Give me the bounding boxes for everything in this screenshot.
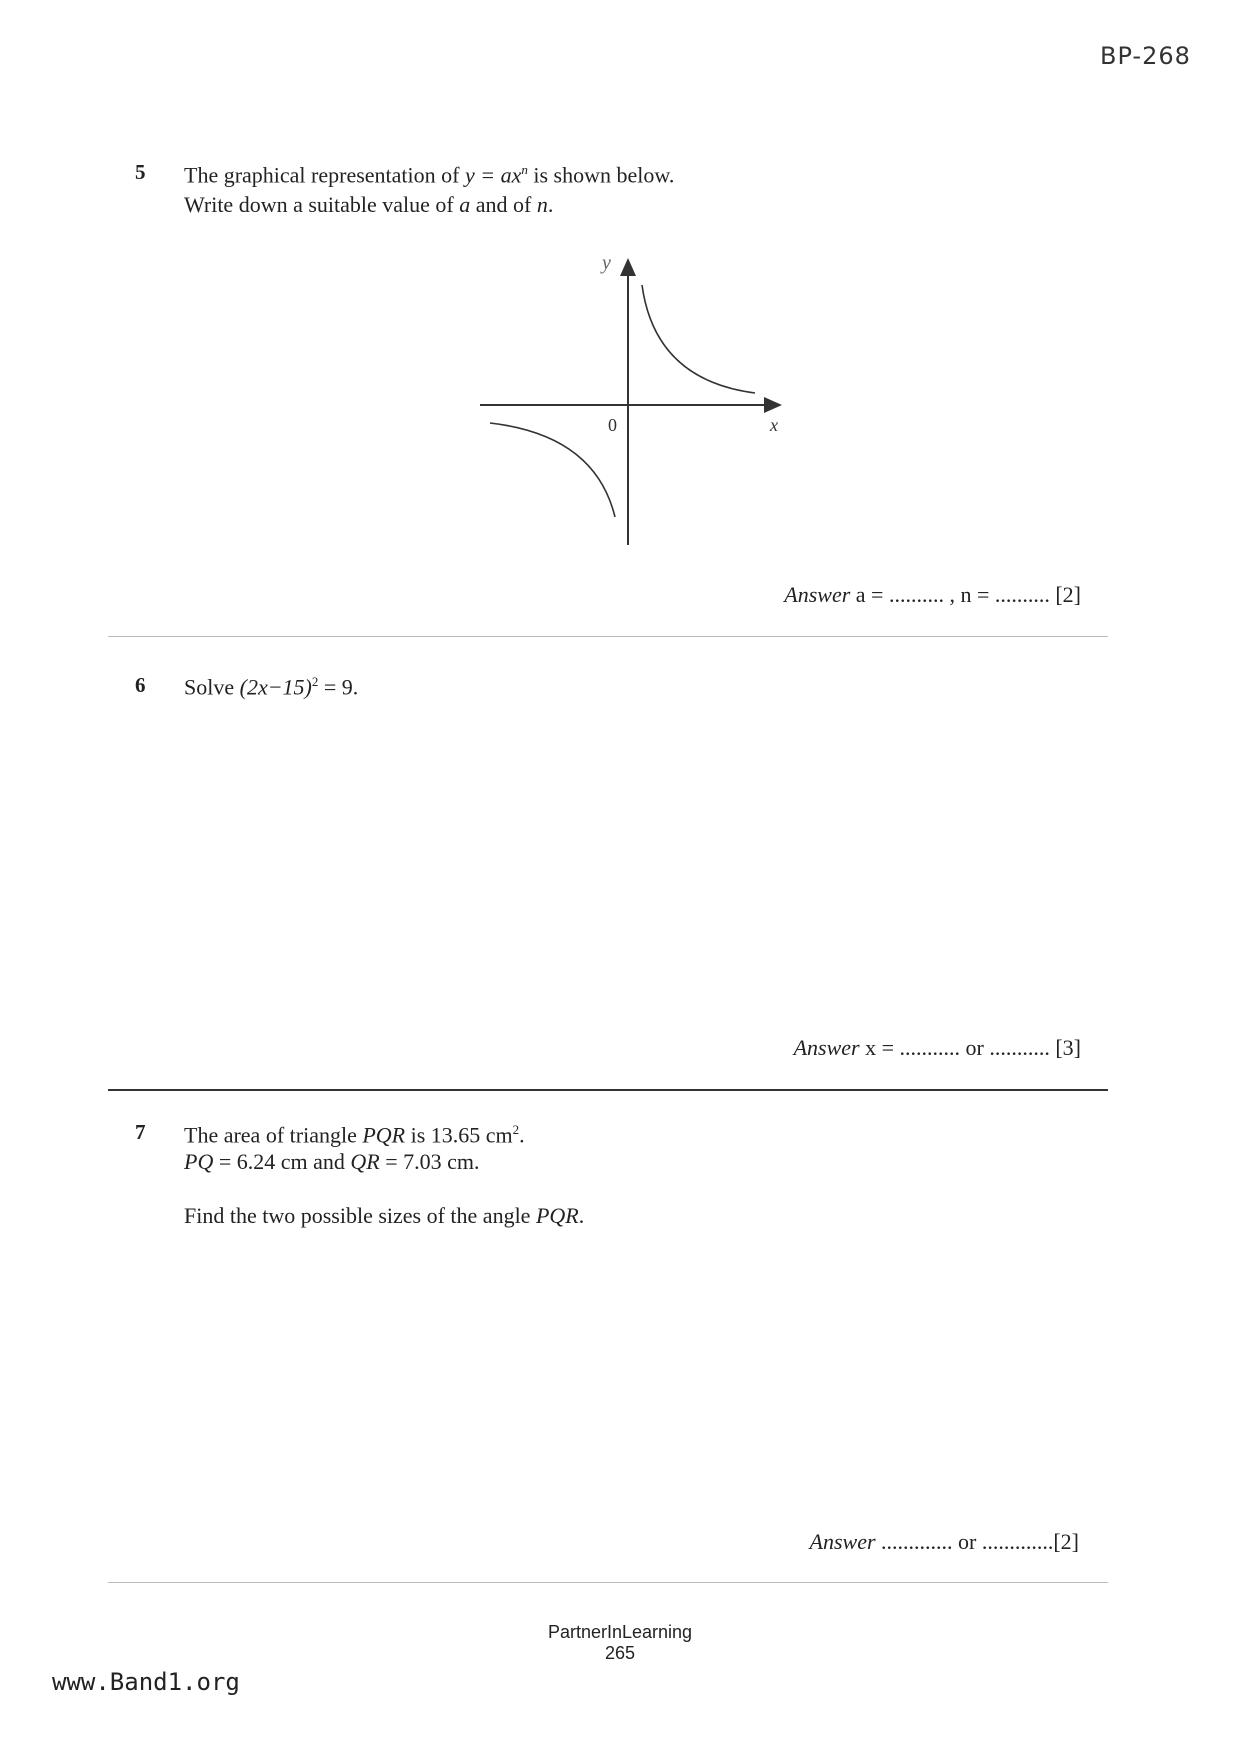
y-axis-label: y — [602, 252, 611, 274]
question-7-line-2: PQ = 6.24 cm and QR = 7.03 cm. — [184, 1149, 480, 1175]
question-5-answer: Answer a = .......... , n = .......... [2] — [784, 582, 1081, 607]
footer-block — [470, 1622, 770, 1664]
document-code: BP-268 — [1100, 42, 1191, 70]
question-5-line-1: The graphical representation of $y = ax^n$ is shown below. — [184, 162, 675, 188]
footer-website: www.Band1.org — [52, 1668, 240, 1696]
question-6-number: 6 — [135, 673, 146, 697]
question-6-text: Solve $(2x-15)^2 = 9$. — [184, 674, 359, 700]
footer-publisher: PartnerInLearning — [547, 1622, 693, 1642]
question-7-line-1: The area of triangle PQR is 13.65 $cm^2$. — [184, 1122, 525, 1148]
divider-5-6 — [108, 636, 1108, 637]
x-axis-label: x — [770, 415, 778, 435]
curve-branch-negative — [490, 423, 615, 517]
question-5-line-2: Write down a suitable value of a and of n. — [184, 192, 554, 218]
question-5-number: 5 — [135, 160, 146, 184]
question-7-line-3: Find the two possible sizes of the angle PQR. — [184, 1203, 585, 1229]
divider-7-footer — [108, 1582, 1108, 1583]
divider-6-7 — [108, 1089, 1108, 1091]
question-7-number: 7 — [135, 1120, 146, 1144]
origin-label: 0 — [608, 415, 617, 435]
question-6-answer: Answer x = ........... or ........... [3] — [793, 1035, 1081, 1060]
footer-page-number: 265 — [604, 1643, 636, 1663]
question-5-text — [184, 155, 674, 220]
question-7-text — [184, 1115, 584, 1231]
curve-branch-positive — [642, 285, 755, 393]
question-7-answer: Answer ............. or .............[2] — [809, 1529, 1079, 1554]
hyperbola-graph — [470, 245, 800, 555]
